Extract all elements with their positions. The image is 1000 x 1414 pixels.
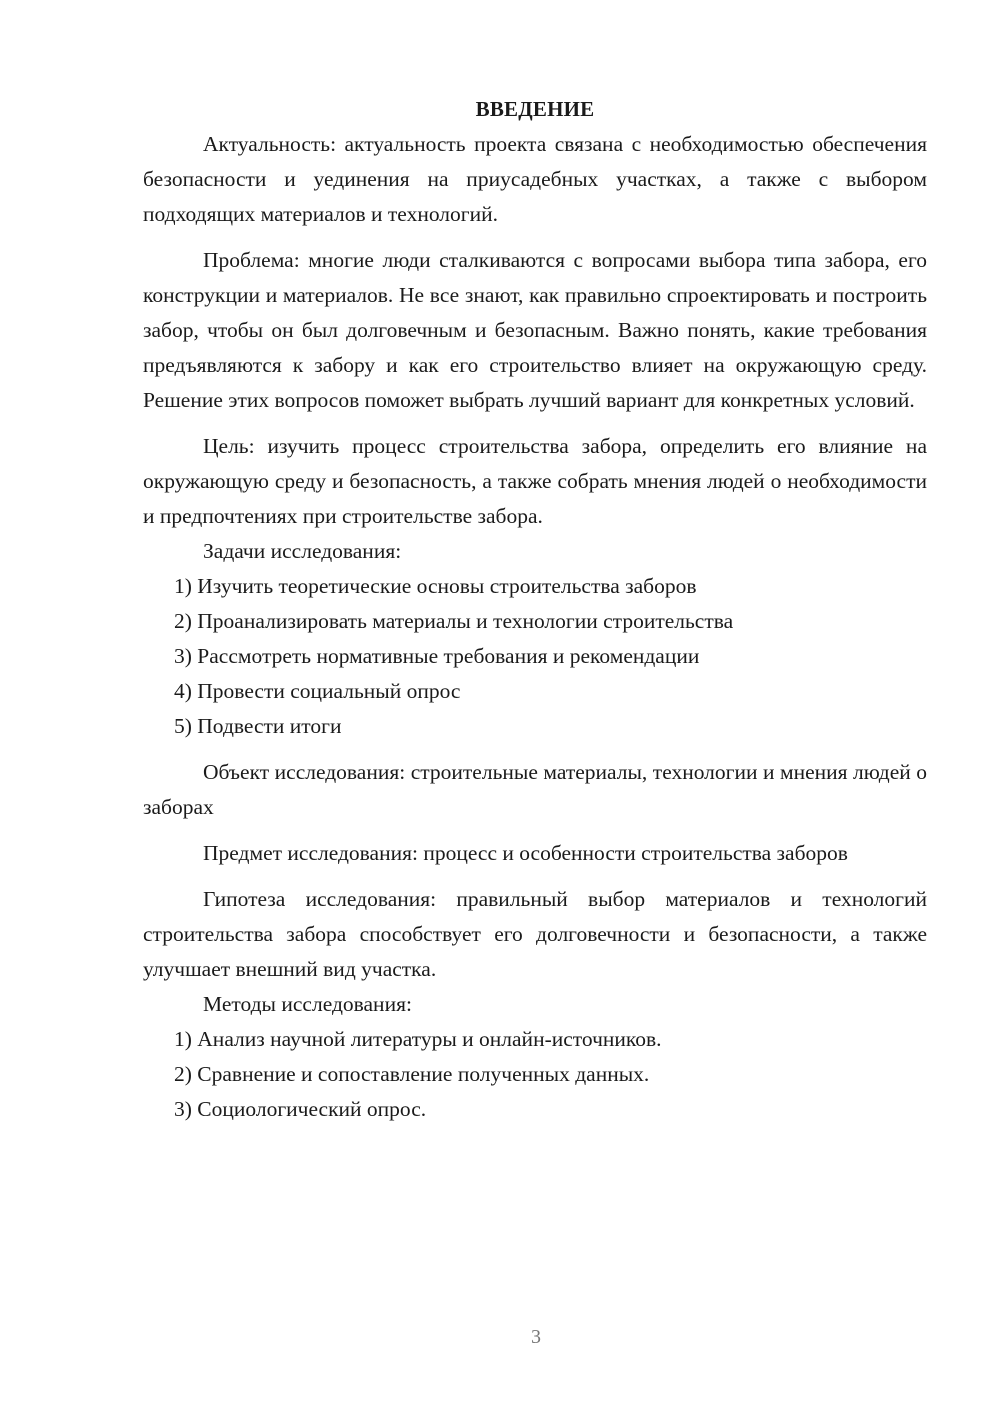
document-title: ВВЕДЕНИЕ — [475, 97, 595, 121]
subject-paragraph: Предмет исследования: процесс и особенности строительства заборов — [203, 841, 848, 865]
task-item: 5) Подвести итоги — [174, 714, 342, 738]
document-page — [143, 92, 927, 1127]
problem-paragraph: Проблема: многие люди сталкиваются с вопросами выбора типа забора, его конструкции и материалов. Не все знают, как правильно спроектировать и построить забор, чтобы он был долговечным и безопасным. Важно понять, какие требования предъявляются к забору и как его строительство влияет на окружающую среду. Решение этих вопросов поможет выбрать лучший вариант для конкретных условий. — [143, 248, 927, 412]
method-item: 2) Сравнение и сопоставление полученных данных. — [174, 1062, 650, 1086]
task-item: 2) Проанализировать материалы и технологии строительства — [174, 609, 734, 633]
object-paragraph: Объект исследования: строительные материалы, технологии и мнения людей о заборах — [143, 760, 927, 819]
page-number: 3 — [531, 1326, 541, 1348]
task-item: 1) Изучить теоретические основы строительства заборов — [174, 574, 697, 598]
task-item: 3) Рассмотреть нормативные требования и рекомендации — [174, 644, 700, 668]
method-item: 3) Социологический опрос. — [174, 1097, 427, 1121]
relevance-paragraph: Актуальность: актуальность проекта связана с необходимостью обеспечения безопасности и уединения на приусадебных участках, а также с выбором подходящих материалов и технологий. — [143, 132, 927, 226]
hypothesis-paragraph: Гипотеза исследования: правильный выбор материалов и технологий строительства забора способствует его долговечности и безопасности, а также улучшает внешний вид участка. — [143, 887, 927, 981]
task-item: 4) Провести социальный опрос — [174, 679, 461, 703]
goal-paragraph: Цель: изучить процесс строительства забора, определить его влияние на окружающую среду и безопасность, а также собрать мнения людей о необходимости и предпочтениях при строительстве забора. — [143, 434, 927, 528]
tasks-heading: Задачи исследования: — [203, 539, 402, 563]
methods-heading: Методы исследования: — [203, 992, 412, 1016]
method-item: 1) Анализ научной литературы и онлайн-источников. — [174, 1027, 662, 1051]
